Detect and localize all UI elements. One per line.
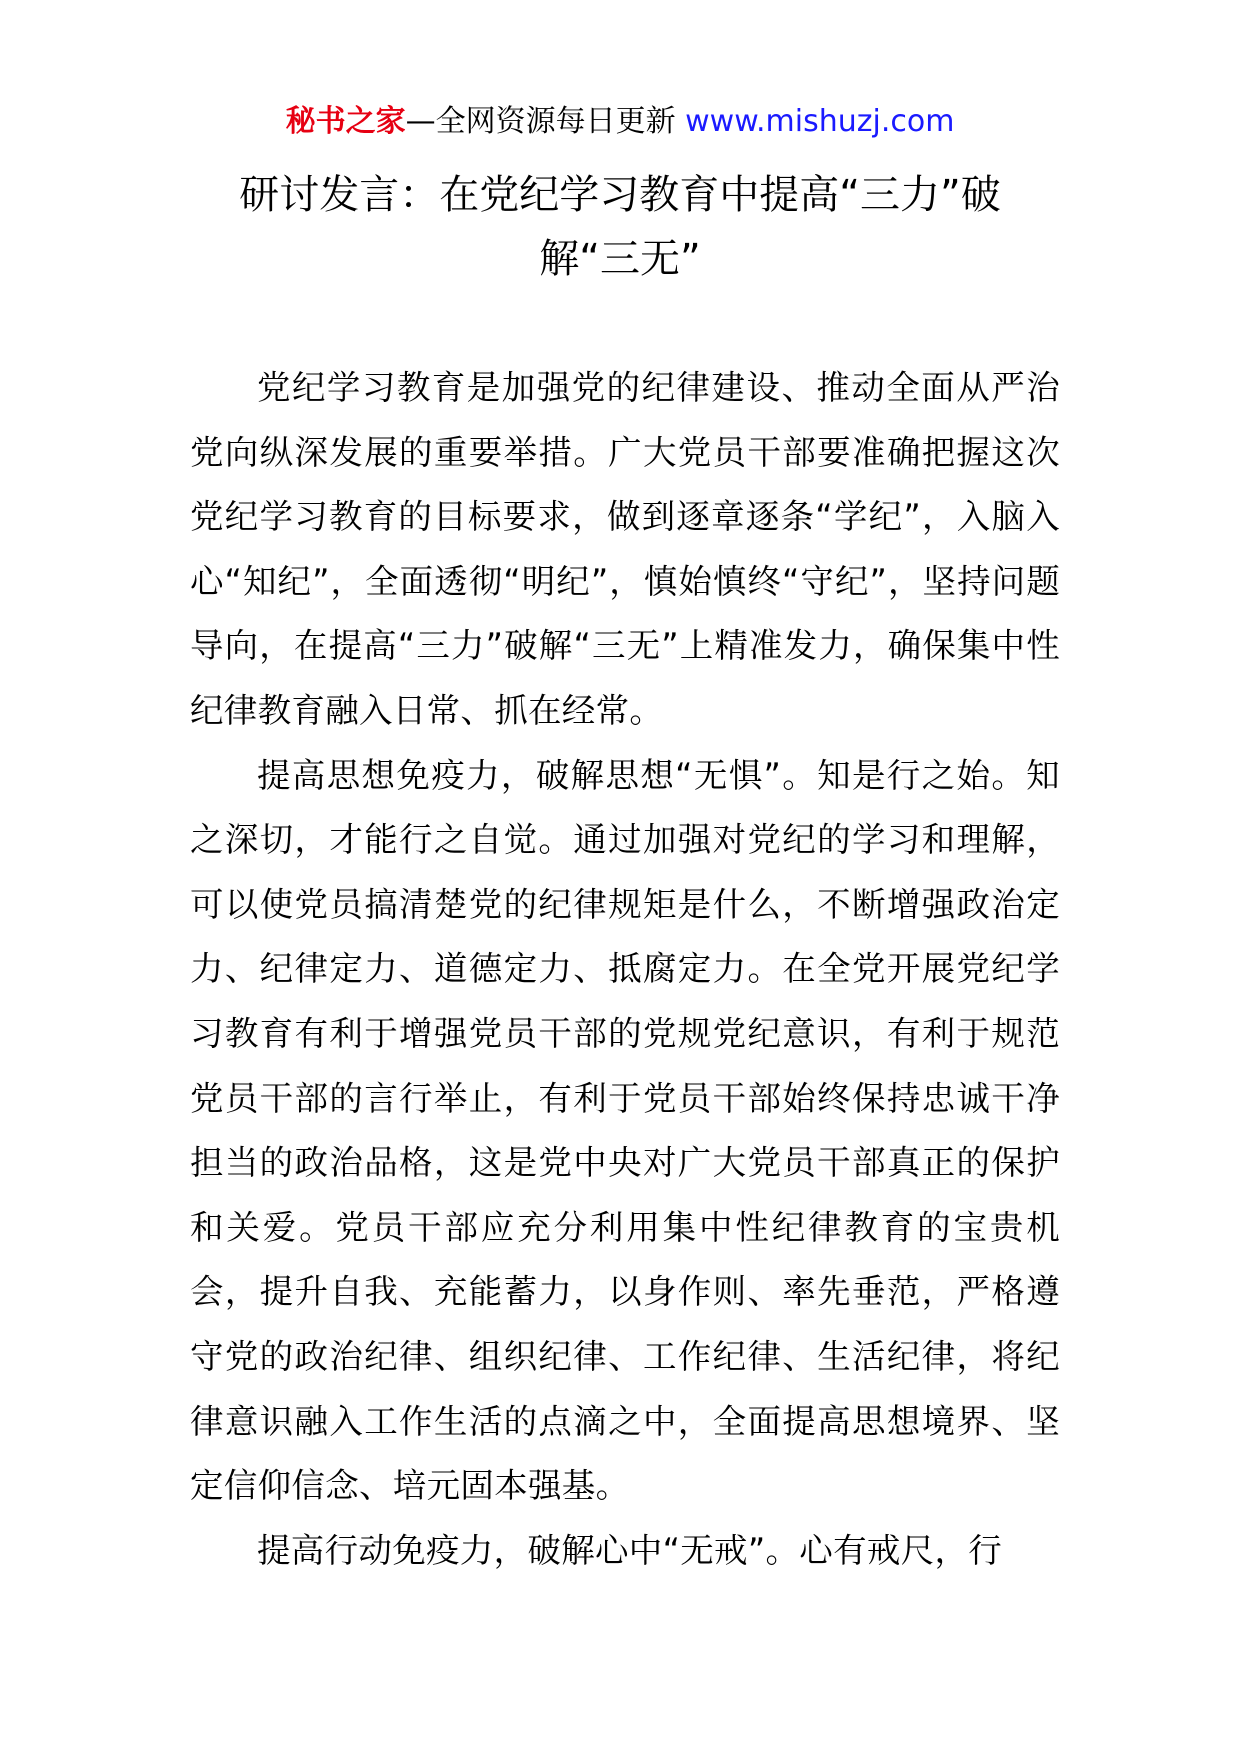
document-body <box>190 356 1060 1583</box>
site-url-link[interactable]: www.mishuzj.com <box>685 104 955 139</box>
document-title: 研讨发言：在党纪学习教育中提高“三力”破解“三无” <box>239 172 1001 282</box>
site-brand: 秘书之家 <box>285 104 406 139</box>
paragraph-action-immunity: 提高行动免疫力，破解心中“无戒”。心有戒尺，行 <box>257 1530 1003 1570</box>
paragraph-intro: 党纪学习教育是加强党的纪律建设、推动全面从严治党向纵深发展的重要举措。广大党员干部要准确把握这次党纪学习教育的目标要求，做到逐章逐条“学纪”，入脑入心“知纪”，全面透彻“明纪”，慎始慎终“守纪”，坚持问题导向，在提高“三力”破解“三无”上精准发力，确保集中性纪律教育融入日常、抓在经常。 <box>190 368 1060 730</box>
paragraph-thought-immunity: 提高思想免疫力，破解思想“无惧”。知是行之始。知之深切，才能行之自觉。通过加强对党纪的学习和理解，可以使党员搞清楚党的纪律规矩是什么，不断增强政治定力、纪律定力、道德定力、抵腐定力。在全党开展党纪学习教育有利于增强党员干部的党规党纪意识，有利于规范党员干部的言行举止，有利于党员干部始终保持忠诚干净担当的政治品格，这是党中央对广大党员干部真正的保护和关爱。党员干部应充分利用集中性纪律教育的宝贵机会，提升自我、充能蓄力，以身作则、率先垂范，严格遵守党的政治纪律、组织纪律、工作纪律、生活纪律，将纪律意识融入工作生活的点滴之中，全面提高思想境界、坚定信仰信念、培元固本强基。 <box>190 755 1060 1506</box>
site-tagline: —全网资源每日更新 <box>405 104 686 139</box>
site-header <box>0 100 1240 144</box>
